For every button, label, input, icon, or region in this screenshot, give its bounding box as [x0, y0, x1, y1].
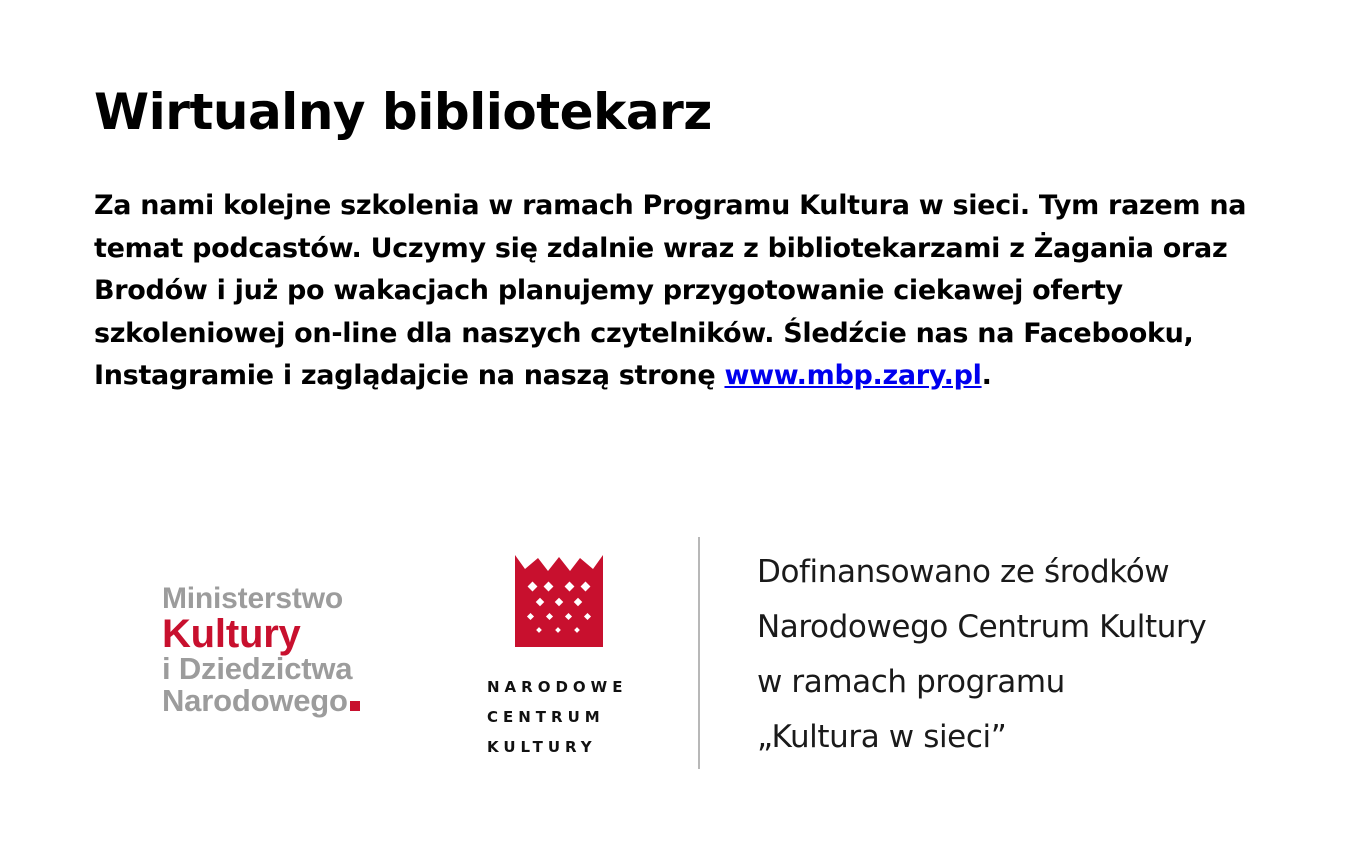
ministry-logo-line-3: i Dziedzictwa: [162, 651, 353, 686]
ministry-logo-line-2: Kultury: [162, 612, 301, 656]
funding-line-4: „Kultura w sieci”: [757, 719, 1007, 755]
nck-crown-mark: [515, 555, 603, 647]
logo-divider: [698, 537, 700, 769]
nck-logo-line-3: KULTURY: [487, 738, 597, 756]
page-title: Wirtualny bibliotekarz: [94, 83, 712, 141]
funding-note: [757, 545, 1206, 765]
funding-line-1: Dofinansowano ze środków: [757, 554, 1170, 590]
nck-logo-text: [487, 672, 637, 762]
nck-logo-line-2: CENTRUM: [487, 708, 605, 726]
paragraph-end: .: [981, 360, 992, 391]
funding-line-2: Narodowego Centrum Kultury: [757, 609, 1207, 645]
funding-line-3: w ramach programu: [757, 664, 1065, 700]
website-link[interactable]: www.mbp.zary.pl: [724, 360, 982, 391]
nck-logo-line-1: NARODOWE: [487, 678, 628, 696]
ministry-logo-line-4: Narodowego: [162, 683, 348, 718]
paragraph-text: Za nami kolejne szkolenia w ramach Programu Kultura w sieci. Tym razem na temat podcastów. Uczymy się zdalnie wraz z bibliotekarzami z Żagania oraz Brodów i już po wakacjach planujemy przygotowanie ciekawej oferty szkoleniowej on-line dla naszych czytelników. Śledźcie nas na Facebooku, Instagramie i zaglądajcie na naszą stronę: [94, 190, 1247, 391]
article-paragraph: [94, 185, 1314, 398]
ministry-of-culture-logo: [162, 583, 360, 723]
ministry-logo-line-1: Ministerstwo: [162, 582, 343, 615]
ministry-logo-red-square: [350, 701, 360, 711]
